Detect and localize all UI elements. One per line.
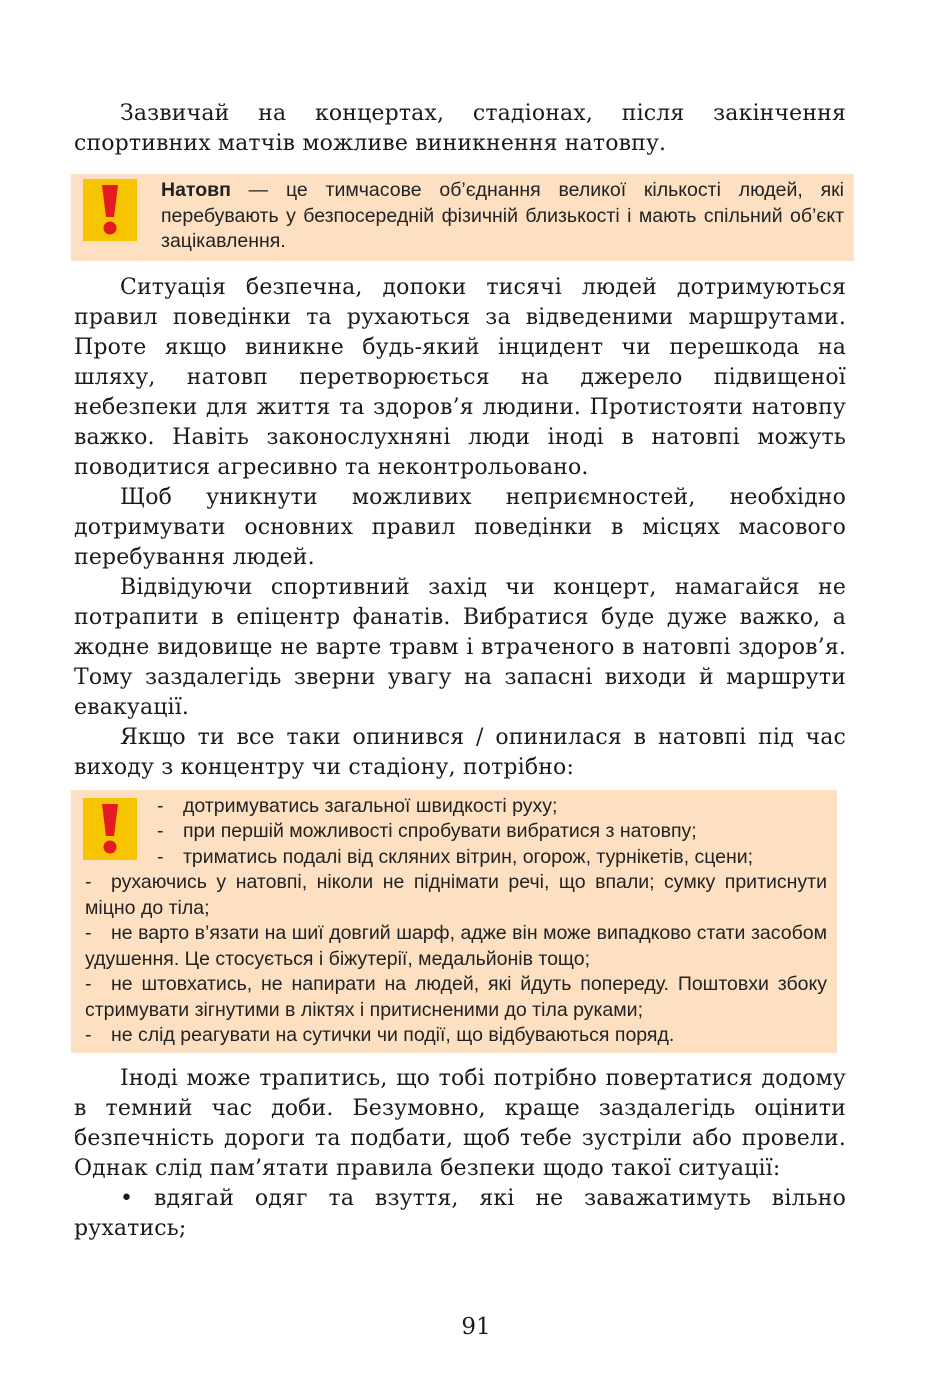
list-item: - не варто в’язати на шиї довгий шарф, адже він може випадково стати засобом удушення. Це стосується і біжутерії, медальйонів тощо;	[85, 922, 827, 970]
paragraph-situation: Ситуація безпечна, допоки тисячі людей дотримуються правил поведінки та рухаються за відведеними маршрутами. Проте якщо виникне будь-який інцидент чи перешкода на шляху, натовп перетворюється на джерело підвищеної небезпеки для життя та здоров’я людини. Протистояти натовпу важко. Навіть законослухняні люди іноді в натовпі можуть поводитися агресивно та неконтрольовано.	[74, 274, 846, 480]
page-number: 91	[461, 1314, 491, 1340]
list-dash: -	[157, 845, 164, 868]
paragraph-intro: Зазвичай на концертах, стадіонах, після закінчення спортивних матчів можливе виникнення натовпу.	[74, 101, 846, 156]
list-item: - не слід реагувати на сутички чи події, що відбуваються поряд.	[85, 1023, 827, 1049]
rules-list-top	[71, 794, 827, 871]
list-dash: -	[85, 1024, 92, 1046]
list-item: - дотримуватись загальної швидкості руху;	[157, 794, 827, 820]
list-item: - не штовхатись, не напирати на людей, які йдуть попереду. Поштовхи збоку стримувати зігнутими в ліктях і притисненими до тіла руками;	[85, 973, 827, 1021]
paragraph-dark-time: Іноді може трапитись, що тобі потрібно повертатися додому в темний час доби. Безумовно, краще заздалегідь оцінити безпечність дороги та подбати, щоб тебе зустріли або провели. Однак слід пам’ятати правила безпеки щодо такої ситуації:	[74, 1065, 846, 1181]
list-item: - при першій можливості спробувати вибратися з натовпу;	[157, 819, 827, 845]
paragraph-event-visit: Відвідуючи спортивний захід чи концерт, намагайся не потрапити в епіцентр фанатів. Вибратися буде дуже важко, а жодне видовище не варте травм і втраченого в натовпі здоров’я. Тому заздалегідь зверни увагу на запасні виходи й маршрути евакуації.	[74, 574, 846, 720]
list-dash: -	[85, 973, 92, 995]
list-dash: -	[85, 871, 92, 893]
exclamation-warning-icon	[83, 179, 137, 241]
bullet-item-clothing	[74, 1184, 846, 1244]
exclamation-warning-icon	[83, 798, 137, 860]
paragraph-if-in-crowd: Якщо ти все таки опинився / опинилася в натовпі під час виходу з концентру чи стадіону, потрібно:	[74, 724, 846, 780]
bullet-text: вдягай одяг та взуття, які не заважатимуть вільно рухатись;	[74, 1185, 846, 1241]
rules-callout	[71, 790, 837, 1053]
list-dash: -	[85, 922, 92, 944]
definition-callout	[71, 174, 854, 261]
paragraph-avoid: Щоб уникнути можливих неприємностей, необхідно дотримувати основних правил поведінки в місцях масового перебування людей.	[74, 484, 846, 570]
page-content	[74, 99, 846, 1244]
definition-body: — це тимчасове об’єднання великої кількості людей, які перебувають у безпосередній фізичній близькості і мають спільний об’єкт зацікавлення.	[161, 179, 844, 252]
list-dash: -	[157, 820, 164, 842]
list-item: - рухаючись у натовпі, ніколи не піднімати речі, що впали; сумку притиснути міцно до тіла;	[85, 871, 827, 919]
definition-term: Натовп	[161, 179, 231, 201]
rules-list-bottom	[71, 870, 827, 1049]
list-item: - триматись подалі від скляних вітрин, огорож, турнікетів, сцени;	[157, 845, 827, 871]
bullet-marker: •	[120, 1185, 134, 1211]
definition-text	[161, 178, 844, 255]
list-dash: -	[157, 794, 164, 817]
